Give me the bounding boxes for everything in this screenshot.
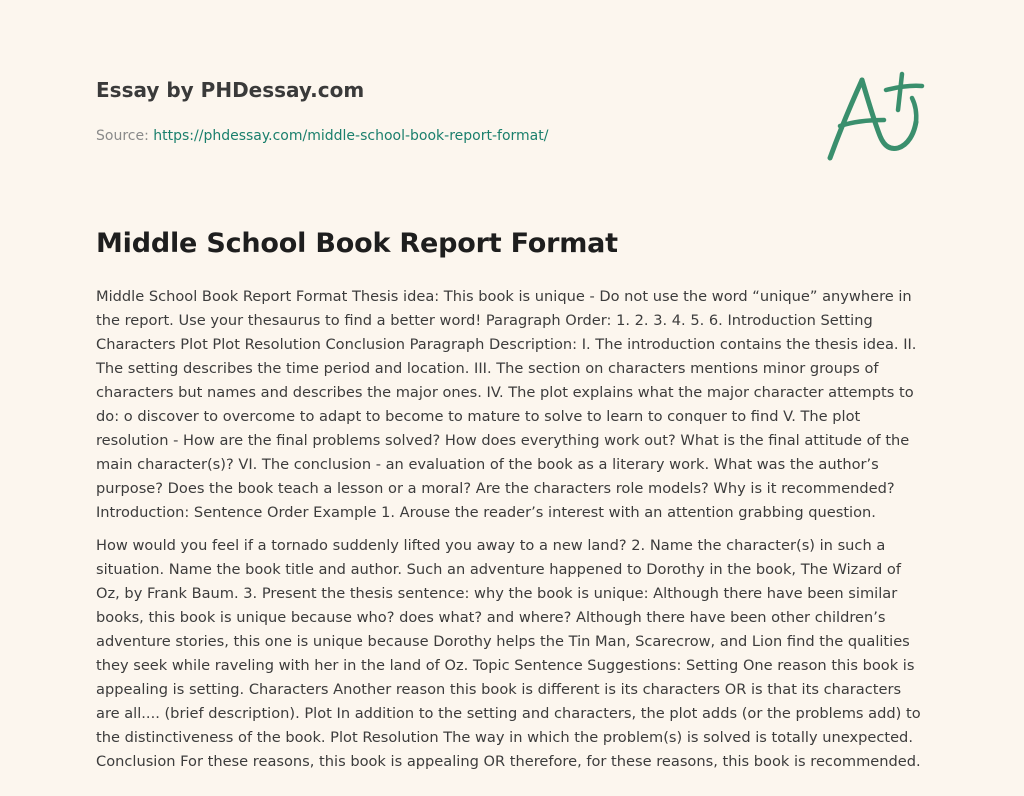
article-paragraph: How would you feel if a tornado suddenly lifted you away to a new land? 2. Name the character(s) in such a situation. Name the book title and author. Such an adventure happened to Dorothy in the book, The Wizard of Oz, by Frank Baum. 3. Present the thesis sentence: why the book is unique: Although there have been similar books, this book is unique because who? does what? and where? Although there have been other children’s adventure stories, this one is unique because Dorothy helps the Tin Man, Scarecrow, and Lion find the qualities they seek while raveling with her in the land of Oz. Topic Sentence Suggestions: Setting One reason this book is appealing is setting. Characters Another reason this book is different is its characters OR is that its characters are all.... (brief description). Plot In addition to the setting and characters, the plot adds (or the problems add) to the distinctiveness of the book. Plot Resolution The way in which the problem(s) is solved is totally unexpected. Conclusion For these reasons, this book is appealing OR therefore, for these reasons, this book is recommended. xyxy=(96,537,921,770)
article-title: Middle School Book Report Format xyxy=(96,228,618,259)
article-paragraph: Middle School Book Report Format Thesis idea: This book is unique - Do not use the word “unique” anywhere in the report. Use your thesaurus to find a better word! Paragraph Order: 1. 2. 3. 4. 5. 6. Introduction Setting Characters Plot Plot Resolution Conclusion Paragraph Description: I. The introduction contains the thesis idea. II. The setting describes the time period and location. III. The section on characters mentions minor groups of characters but names and describes the major ones. IV. The plot explains what the major character attempts to do: o discover to overcome to adapt to become to mature to solve to learn to conquer to find V. The plot resolution - How are the final problems solved? How does everything work out? What is the final attitude of the main character(s)? VI. The conclusion - an evaluation of the book as a literary work. What was the author’s purpose? Does the book teach a lesson or a moral? Are the characters role models? Why is it recommended? Introduction: Sentence Order Example 1. Arouse the reader’s interest with an attention grabbing question. xyxy=(96,288,917,521)
source-label: Source: xyxy=(96,128,154,144)
site-title: Essay by PHDessay.com xyxy=(96,78,365,102)
article-body xyxy=(96,285,928,783)
source-link[interactable]: https://phdessay.com/middle-school-book-report-format/ xyxy=(153,128,549,144)
a-plus-grade-icon xyxy=(818,66,934,166)
page-header xyxy=(96,76,796,146)
a-plus-logo-svg xyxy=(818,66,934,166)
source-line xyxy=(96,126,796,146)
